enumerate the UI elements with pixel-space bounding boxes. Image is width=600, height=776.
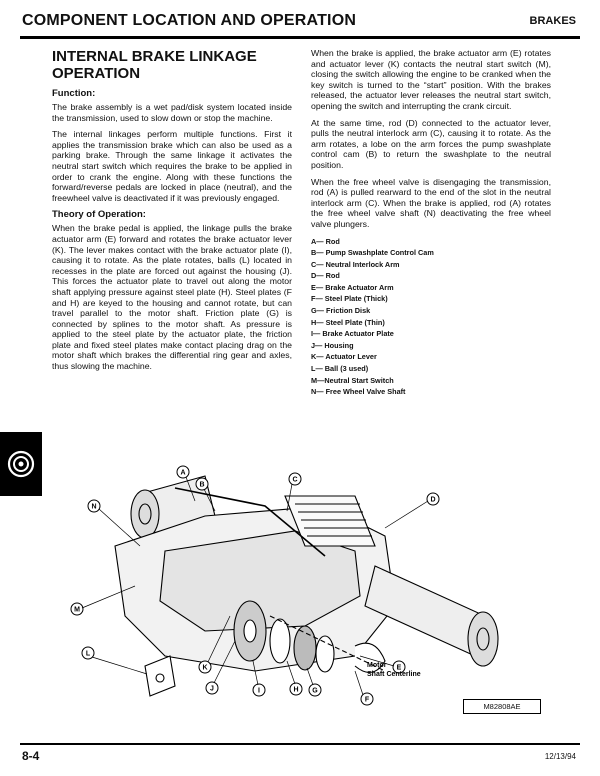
- footer-rule: [20, 743, 580, 745]
- svg-text:I: I: [258, 687, 260, 695]
- legend-item: L— Ball (3 used): [311, 364, 369, 374]
- callout-i: [253, 684, 265, 696]
- svg-text:L: L: [85, 650, 91, 658]
- legend-item: M—Neutral Start Switch: [311, 375, 394, 385]
- svg-text:A: A: [180, 469, 186, 477]
- right-column: [311, 48, 551, 398]
- function-paragraph-1: The brake assembly is a wet pad/disk system located inside the transmission, used to slow down or stop the machine.: [52, 102, 292, 123]
- legend-item: H— Steel Plate (Thin): [311, 317, 385, 327]
- callout-g: [309, 684, 321, 696]
- brake-disc-icon: [7, 450, 35, 478]
- parts-legend: [311, 236, 551, 398]
- document-title: [52, 48, 292, 82]
- callout-m: [71, 603, 83, 615]
- revision-date: 12/13/94: [544, 752, 576, 761]
- svg-text:G: G: [312, 687, 318, 695]
- callout-b: [196, 478, 208, 490]
- theory-heading: Theory of Operation:: [52, 209, 146, 221]
- section-tab: [0, 432, 42, 496]
- right-paragraph-3: When the free wheel valve is disengaging the transmission, rod (A) is pulled rearward to the end of the slot in the neutral interlock arm (C). When the brake is applied, rod (A) rotates the free wheel valve shaft (N) deactivating the free wheel valve plungers.: [311, 176, 551, 229]
- legend-item: C— Neutral Interlock Arm: [311, 259, 400, 269]
- page-header-section: BRAKES: [529, 15, 576, 27]
- legend-item: A— Rod: [311, 236, 340, 246]
- legend-item: D— Rod: [311, 271, 340, 281]
- right-paragraph-1: When the brake is applied, the brake actuator arm (E) rotates and actuator lever (K) contacts the neutral start switch (M), closing the switch allowing the engine to be cranked when the key switch is turned to the “start” position. With the brakes released, the actuator lever releases the neutral start switch, opening the switch and interrupting the crank circuit.: [311, 48, 551, 111]
- header-rule: [20, 36, 580, 39]
- function-paragraph-2: The internal linkages perform multiple functions. First it applies the transmission brake which can also be used as a parking brake. Through the same linkage it activates the neutral start switch which requires the brake to be applied in order to crank the engine. Along with these functions the forward/reverse pedals are locked in place (neutral), and the freewheel valve is deactivated if it was previously engaged.: [52, 129, 292, 203]
- right-paragraph-2: At the same time, rod (D) connected to the actuator lever, pulls the neutral interlock arm (C), causing it to rotate. As the arm rotates, a lobe on the arm forces the pump swashplate control cam (B) to return the swashplate to the neutral position.: [311, 117, 551, 170]
- svg-text:K: K: [202, 664, 208, 672]
- legend-item: K— Actuator Lever: [311, 352, 377, 362]
- svg-text:M: M: [74, 606, 80, 614]
- legend-item: B— Pump Swashplate Control Cam: [311, 248, 434, 258]
- svg-text:J: J: [210, 685, 214, 693]
- svg-text:N: N: [91, 503, 97, 511]
- callout-h: [290, 683, 302, 695]
- callout-c: [289, 473, 301, 485]
- callout-d: [427, 493, 439, 505]
- callout-n: [88, 500, 100, 512]
- legend-item: E— Brake Actuator Arm: [311, 282, 394, 292]
- svg-text:H: H: [293, 686, 299, 694]
- transmission-brake-diagram: [55, 456, 555, 718]
- motor-label: Motor: [367, 662, 387, 669]
- callout-a: [177, 466, 189, 478]
- page-number: 8-4: [22, 749, 40, 763]
- title-line-1: INTERNAL BRAKE LINKAGE: [52, 48, 257, 65]
- motor-shaft-centerline-label: Shaft Centerline: [367, 671, 421, 678]
- svg-text:C: C: [292, 476, 298, 484]
- svg-text:D: D: [430, 496, 436, 504]
- transaxle-drawing: [115, 476, 498, 696]
- callout-k: [199, 661, 211, 673]
- left-column: [52, 48, 292, 378]
- function-heading: Function:: [52, 88, 96, 99]
- title-line-2: OPERATION: [52, 65, 141, 82]
- figure-code: M82808AE: [463, 699, 541, 714]
- svg-text:B: B: [199, 481, 205, 489]
- page-header-title: COMPONENT LOCATION AND OPERATION: [22, 12, 357, 29]
- callout-j: [206, 682, 218, 694]
- legend-item: F— Steel Plate (Thick): [311, 294, 388, 304]
- theory-paragraph-1: When the brake pedal is applied, the linkage pulls the brake actuator arm (E) forward and rotates the brake actuator lever (K). The lever makes contact with the brake actuator plate (I), causing it to rotate. As the plate rotates, balls (L) located in recesses in the plate are forced out against the housing (J). This forces the actuator plate to travel out along the motor shaft applying pressure against steel plate (H). Steel plates (F and H) are keyed to the housing and cannot rotate, but can travel parallel to the motor shaft. Friction plate (G) is connected by splines to the motor shaft. As pressure is applied to the steel plate by the actuator plate, the friction plate and fixed steel plates make contact placing drag on the motor shaft which brakes the differential ring gear and axles, thus slowing the machine.: [52, 223, 292, 372]
- svg-text:E: E: [396, 664, 402, 672]
- legend-item: J— Housing: [311, 340, 354, 350]
- legend-item: G— Friction Disk: [311, 306, 371, 316]
- legend-item: N— Free Wheel Valve Shaft: [311, 387, 406, 397]
- svg-text:F: F: [364, 696, 370, 704]
- legend-item: I— Brake Actuator Plate: [311, 329, 394, 339]
